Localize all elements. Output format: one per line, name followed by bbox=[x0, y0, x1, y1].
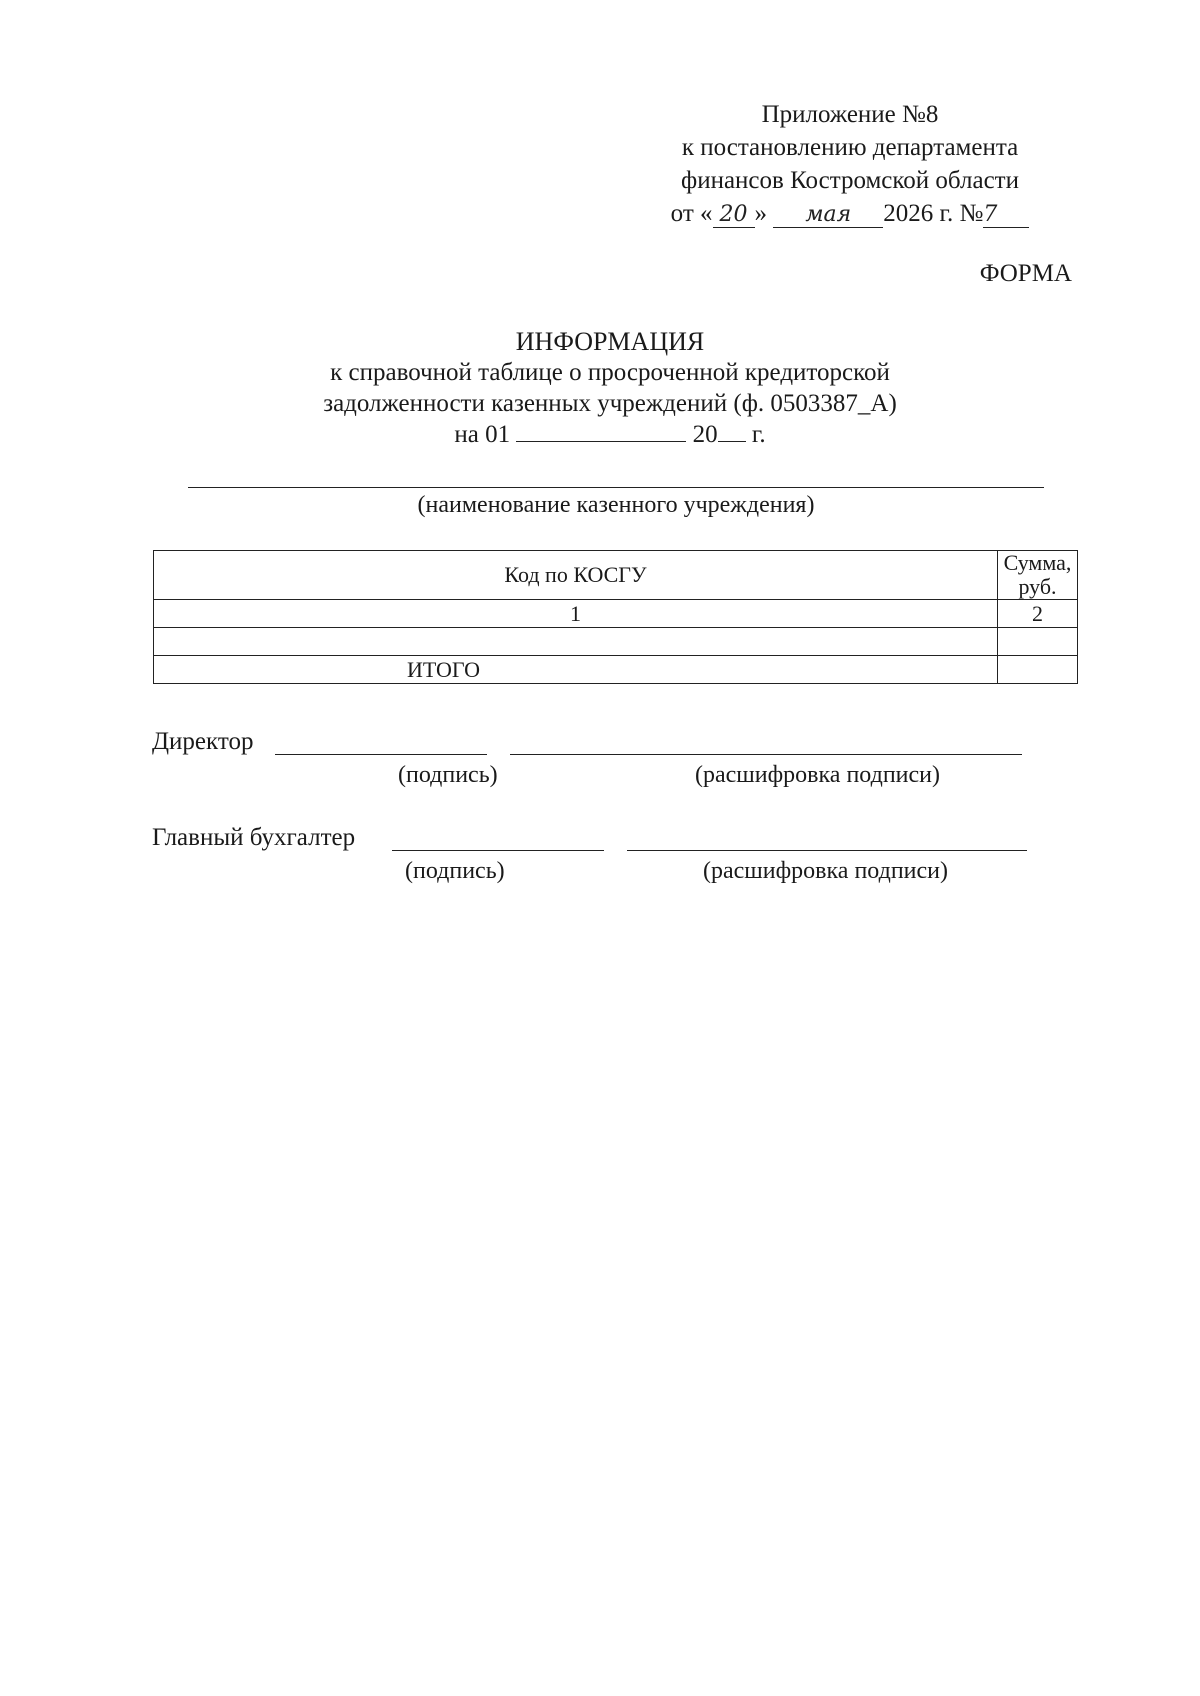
title-date-line bbox=[140, 419, 1080, 450]
title-year-blank bbox=[718, 419, 746, 442]
director-label: Директор bbox=[152, 728, 254, 755]
director-decode-caption: (расшифровка подписи) bbox=[695, 762, 940, 788]
doc-number-field bbox=[983, 202, 1029, 228]
date-month-field bbox=[773, 202, 883, 228]
total-value bbox=[998, 656, 1078, 684]
appendix-line-2: к постановлению департамента bbox=[681, 134, 1019, 161]
institution-name-line bbox=[188, 487, 1044, 488]
column-number-2: 2 bbox=[998, 600, 1078, 628]
director-decode-line bbox=[510, 754, 1022, 755]
table-header-row bbox=[154, 551, 1078, 600]
title-heading: ИНФОРМАЦИЯ bbox=[515, 327, 705, 356]
appendix-date-line bbox=[600, 197, 1100, 230]
accountant-signature-caption: (подпись) bbox=[405, 858, 505, 884]
date-prefix: от « bbox=[670, 200, 713, 227]
table-total-row bbox=[154, 656, 1078, 684]
accountant-signature-line bbox=[392, 850, 604, 851]
total-label: ИТОГО bbox=[154, 656, 998, 684]
doc-number-handwritten: 7 bbox=[983, 202, 998, 227]
date-year: 2026 г. № bbox=[883, 200, 984, 227]
director-signature-caption: (подпись) bbox=[398, 762, 498, 788]
title-year-suffix: г. bbox=[751, 421, 766, 448]
accountant-decode-line bbox=[627, 850, 1027, 851]
date-day-handwritten: 20 bbox=[719, 202, 748, 227]
appendix-line-1: Приложение №8 bbox=[761, 101, 939, 128]
title-block bbox=[140, 326, 1080, 450]
title-year-prefix: 20 bbox=[692, 421, 718, 448]
table-row bbox=[154, 628, 1078, 656]
date-day-field bbox=[713, 202, 755, 228]
appendix-line-3: финансов Костромской области bbox=[681, 167, 1019, 194]
date-close-quote: » bbox=[754, 200, 768, 227]
header-amount: Сумма, руб. bbox=[998, 551, 1078, 600]
director-signature-line bbox=[275, 754, 487, 755]
column-number-1: 1 bbox=[154, 600, 998, 628]
table-cell-amount bbox=[998, 628, 1078, 656]
appendix-header bbox=[600, 98, 1100, 230]
title-date-blank bbox=[516, 419, 686, 442]
kosgu-table bbox=[153, 550, 1078, 684]
date-month-handwritten: мая bbox=[805, 202, 852, 227]
title-line-2: к справочной таблице о просроченной кредиторской bbox=[330, 359, 890, 386]
table-cell-kosgu bbox=[154, 628, 998, 656]
table-column-numbers-row bbox=[154, 600, 1078, 628]
institution-caption: (наименование казенного учреждения) bbox=[417, 492, 815, 518]
accountant-label: Главный бухгалтер bbox=[152, 824, 356, 851]
accountant-decode-caption: (расшифровка подписи) bbox=[703, 858, 948, 884]
title-date-prefix: на 01 bbox=[454, 421, 511, 448]
header-kosgu: Код по КОСГУ bbox=[154, 551, 998, 600]
form-label: ФОРМА bbox=[979, 260, 1072, 287]
title-line-3: задолженности казенных учреждений (ф. 0503387_А) bbox=[323, 390, 897, 417]
